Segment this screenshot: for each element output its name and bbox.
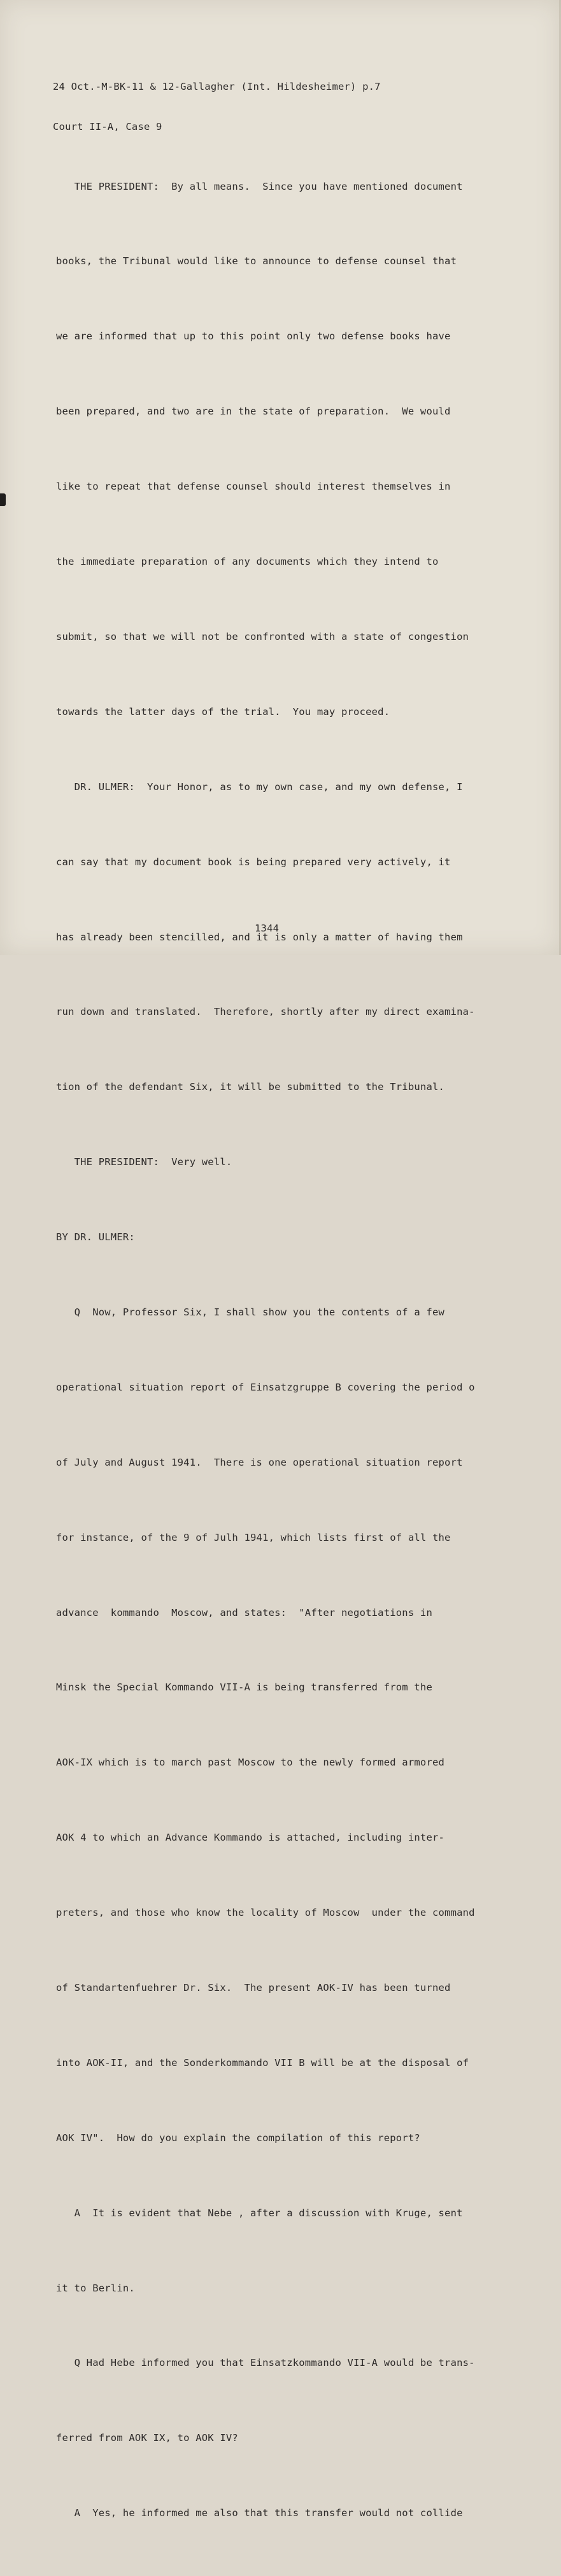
transcript-line: Q Now, Professor Six, I shall show you the contents of a few: [56, 1306, 445, 1318]
transcript-line: can say that my document book is being prepared very actively, it: [56, 856, 451, 868]
transcript-line: A It is evident that Nebe , after a discussion with Kruge, sent: [56, 2207, 463, 2219]
transcript-line: ferred from AOK IX, to AOK IV?: [56, 2432, 238, 2444]
transcript-line: BY DR. ULMER:: [56, 1231, 135, 1243]
header-line-1: 24 Oct.-M-BK-11 & 12-Gallagher (Int. Hildesheimer) p.7: [53, 81, 381, 92]
transcript-line: DR. ULMER: Your Honor, as to my own case, and my own defense, I: [56, 781, 463, 793]
transcript-line: books, the Tribunal would like to announce to defense counsel that: [56, 255, 457, 267]
binder-clip-mark: [0, 493, 6, 506]
transcript-body: [56, 124, 475, 2576]
transcript-line: Q Had Hebe informed you that Einsatzkommando VII-A would be trans-: [56, 2357, 475, 2369]
transcript-line: Minsk the Special Kommando VII-A is being transferred from the: [56, 1681, 432, 1694]
transcript-line: been prepared, and two are in the state of preparation. We would: [56, 406, 451, 418]
transcript-line: A Yes, he informed me also that this transfer would not collide: [56, 2507, 463, 2519]
transcript-line: for instance, of the 9 of Julh 1941, which lists first of all the: [56, 1531, 451, 1543]
transcript-line: THE PRESIDENT: By all means. Since you have mentioned document: [56, 180, 463, 192]
transcript-line: operational situation report of Einsatzgruppe B covering the period o: [56, 1381, 475, 1393]
transcript-line: of Standartenfuehrer Dr. Six. The present AOK-IV has been turned: [56, 1981, 451, 1993]
transcript-line: into AOK-II, and the Sonderkommando VII B will be at the disposal of: [56, 2056, 469, 2069]
transcript-line: like to repeat that defense counsel should interest themselves in: [56, 481, 451, 493]
transcript-line: advance kommando Moscow, and states: "After negotiations in: [56, 1606, 432, 1618]
transcript-line: has already been stencilled, and it is only a matter of having them: [56, 931, 463, 943]
page-number: 1344: [255, 923, 280, 934]
transcript-line: AOK IV". How do you explain the compilation of this report?: [56, 2132, 420, 2144]
transcript-line: towards the latter days of the trial. You may proceed.: [56, 705, 390, 718]
transcript-line: of July and August 1941. There is one operational situation report: [56, 1456, 463, 1468]
transcript-line: the immediate preparation of any documents which they intend to: [56, 556, 439, 568]
transcript-line: we are informed that up to this point only two defense books have: [56, 330, 451, 343]
transcript-line: it to Berlin.: [56, 2282, 135, 2294]
transcript-line: tion of the defendant Six, it will be submitted to the Tribunal.: [56, 1081, 445, 1093]
header-line-2: Court II-A, Case 9: [53, 121, 162, 132]
transcript-line: THE PRESIDENT: Very well.: [56, 1156, 232, 1168]
transcript-line: preters, and those who know the locality of Moscow under the command: [56, 1907, 475, 1919]
transcript-line: AOK 4 to which an Advance Kommando is attached, including inter-: [56, 1832, 445, 1844]
transcript-line: submit, so that we will not be confronted with a state of congestion: [56, 630, 469, 642]
transcript-line: AOK-IX which is to march past Moscow to the newly formed armored: [56, 1757, 445, 1769]
transcript-line: run down and translated. Therefore, shortly after my direct examina-: [56, 1006, 475, 1018]
